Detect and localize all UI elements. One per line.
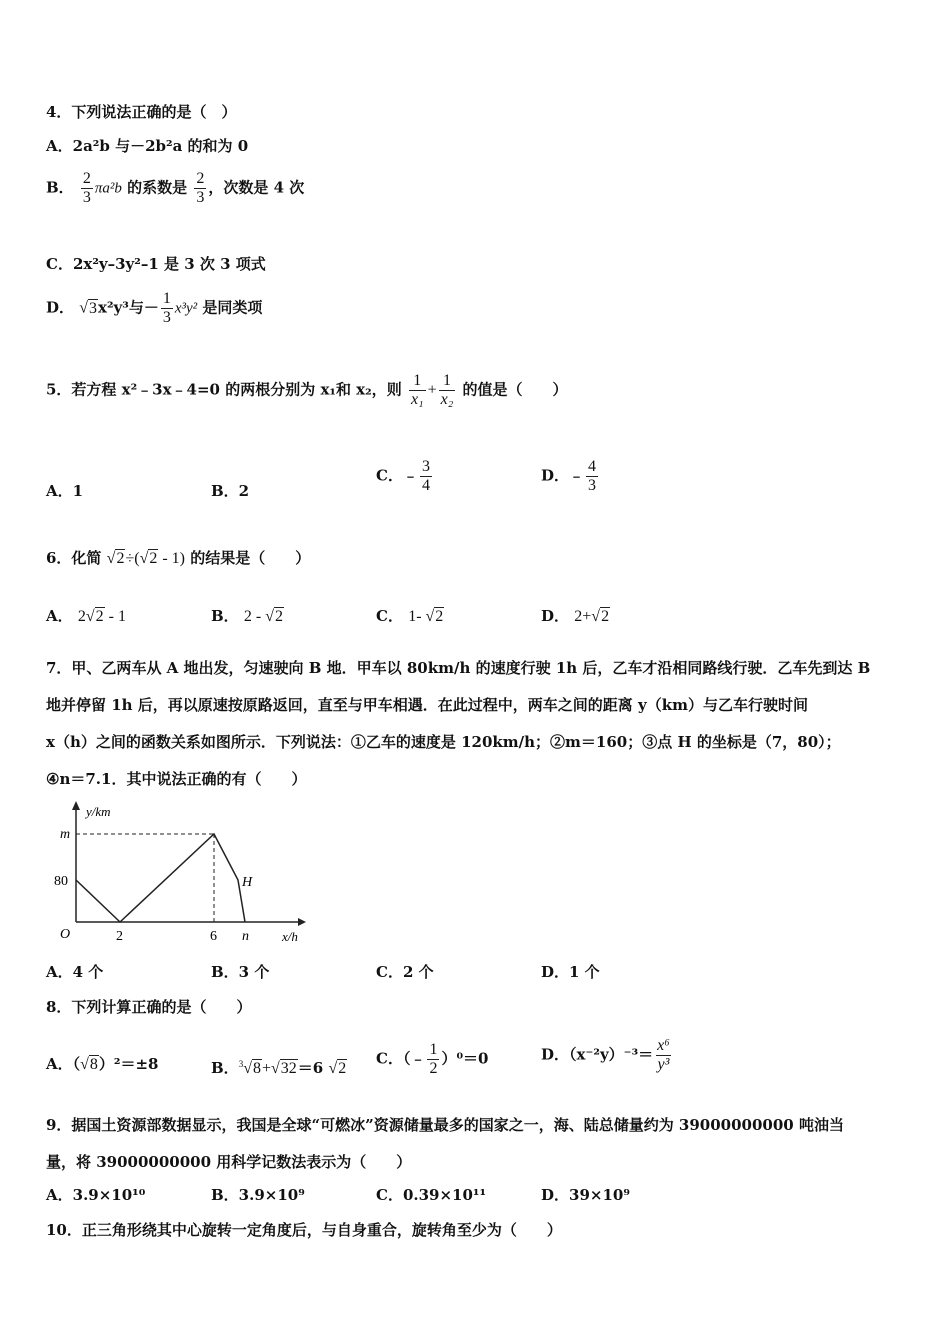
x-axis-label: x/h [282, 929, 298, 944]
q4-b-coef-den: 3 [196, 189, 205, 206]
q9-option-a: A．3.9×10¹⁰ [46, 1186, 146, 1204]
q5-c-den: 4 [421, 477, 430, 494]
q4-option-b [46, 170, 304, 207]
q5-f1-num: 1 [413, 372, 422, 389]
q8-option-b [211, 1053, 347, 1080]
q6-expr-rad2: 2 [149, 550, 158, 567]
q9-line-1: 9．据国土资源部数据显示，我国是全球“可燃冰”资源储量最多的国家之一，海、陆总储量约为 39000000000 吨油当 [46, 1116, 844, 1134]
q6-expr-sqrt2: √2 [139, 550, 158, 567]
q10-stem: 10．正三角形绕其中心旋转一定角度后，与自身重合，旋转角至少为（ ） [46, 1221, 562, 1239]
q6-expr-sqrt1: √2 [106, 550, 125, 567]
q7-line-3: x（h）之间的函数关系如图所示．下列说法：①乙车的速度是 120km/h；②m＝160；③点 H 的坐标是（7，80）； [46, 733, 841, 751]
q6-option-c [376, 605, 444, 628]
q4-b-frac-den: 3 [82, 189, 91, 206]
q8-c-num: 1 [429, 1041, 438, 1058]
q8-b-rad3: 2 [338, 1060, 347, 1077]
q8-d-fraction [655, 1037, 672, 1074]
q5-f2-den: x₂ [440, 391, 454, 408]
q6-expr-end: - 1) [158, 550, 185, 567]
q6-d-pre: 2+ [574, 608, 592, 625]
q6-option-d [541, 605, 610, 628]
q6-a-rad: 2 [95, 608, 104, 625]
q8-option-c [376, 1041, 488, 1078]
q8-b-rad2: 32 [280, 1060, 297, 1077]
q4-d-sqrt: √3 [79, 299, 98, 317]
q8-a-rad: 8 [89, 1056, 98, 1073]
n-label: n [242, 929, 249, 944]
q7-option-a: A．4 个 [46, 963, 104, 981]
q4-stem: 4．下列说法正确的是（ ） [46, 103, 237, 121]
q4-d-fraction [161, 290, 173, 327]
q5-stem-post: 的值是（ ） [462, 380, 568, 399]
q5-f1-den: x₁ [410, 391, 424, 408]
eighty-label: 80 [54, 874, 68, 889]
q5-option-d [541, 458, 600, 495]
q7-line-1: 7．甲、乙两车从 A 地出发，匀速驶向 B 地．甲车以 80km/h 的速度行驶 1h 后，乙车才沿相同路线行驶．乙车先到达 B [46, 659, 871, 677]
q4-d-radicand: 3 [89, 299, 98, 317]
q9-option-b: B．3.9×10⁹ [211, 1186, 305, 1204]
q6-a-post: - 1 [104, 608, 126, 625]
q6-stem-post: 的结果是（ ） [190, 549, 311, 567]
q8-b-sqrt1: √8 [243, 1060, 261, 1077]
q4-b-coef-fraction [194, 170, 206, 207]
q7-option-d: D．1 个 [541, 963, 600, 981]
q4-option-c: C．2x²y–3y²–1 是 3 次 3 项式 [46, 255, 266, 273]
q5-option-a: A．1 [46, 482, 84, 500]
q4-b-end: ，次数是 4 次 [208, 178, 305, 197]
q4-d-expression: x³y² [174, 300, 198, 317]
q8-c-fraction [427, 1041, 439, 1078]
y-axis-label: y/km [86, 804, 111, 819]
q6-d-label: D． [541, 607, 570, 625]
q5-c-label: C．﹣ [376, 466, 418, 485]
q6-a-pre: 2 [77, 608, 86, 625]
q4-option-b-label: B． [46, 178, 74, 197]
q5-fraction-1 [409, 372, 426, 409]
q6-a-label: A． [46, 607, 73, 625]
q6-expr-mid: ÷( [125, 550, 140, 567]
q4-b-mid: 的系数是 [127, 178, 188, 197]
q4-option-d-label: D． [46, 298, 75, 317]
q4-d-mid: x²y³与－ [98, 298, 159, 317]
q8-b-sqrt2: √32 [271, 1060, 297, 1077]
q6-c-rad: 2 [435, 608, 444, 625]
q6-expr-rad1: 2 [116, 550, 125, 567]
q8-option-d [541, 1037, 674, 1074]
q5-stem-pre: 5．若方程 x²﹣3x﹣4=0 的两根分别为 x₁和 x₂，则 [46, 380, 402, 399]
q5-stem [46, 372, 568, 409]
two-label: 2 [116, 929, 123, 944]
q6-b-sqrt: √2 [265, 608, 284, 625]
q8-b-sqrt3: √2 [328, 1060, 347, 1077]
q5-fraction-2 [439, 372, 456, 409]
six-label: 6 [210, 929, 217, 944]
q5-option-c [376, 458, 434, 495]
q6-stem-pre: 6．化简 [46, 549, 102, 567]
q5-d-label: D．﹣ [541, 466, 585, 485]
q8-b-plus: + [261, 1060, 271, 1077]
q8-a-post: ）²＝±8 [98, 1055, 159, 1073]
q4-b-fraction [81, 170, 93, 207]
q6-option-a [46, 605, 126, 628]
x-axis-arrow [298, 918, 306, 926]
q8-b-cube-index: 3 [238, 1059, 244, 1069]
m-label: m [60, 827, 71, 842]
q8-b-pre: B． [211, 1059, 239, 1077]
q6-b-pre: 2 - [243, 608, 266, 625]
distance-graph-line [76, 834, 245, 922]
q4-b-frac-num: 2 [82, 170, 91, 187]
q4-d-frac-num: 1 [162, 290, 171, 307]
q5-c-fraction [420, 458, 432, 495]
q8-stem: 8．下列计算正确的是（ ） [46, 998, 252, 1016]
q5-d-den: 3 [588, 477, 597, 494]
q8-b-rad1: 8 [252, 1060, 261, 1077]
q8-a-pre: A．（ [46, 1055, 81, 1073]
q4-d-end: 是同类项 [202, 298, 263, 317]
q8-option-a [46, 1053, 159, 1076]
q6-a-sqrt: √2 [85, 608, 104, 625]
q4-option-d [46, 290, 262, 327]
q7-line-2: 地并停留 1h 后，再以原速按原路返回，直至与甲车相遇．在此过程中，两车之间的距离 y（km）与乙车行驶时间 [46, 696, 808, 714]
q6-c-pre: 1- [408, 608, 426, 625]
q8-d-den: y³ [657, 1056, 670, 1073]
q6-d-sqrt: √2 [591, 608, 610, 625]
q6-stem [46, 547, 310, 570]
q8-d-pre: D．（x⁻²y）⁻³＝ [541, 1045, 654, 1064]
q8-c-den: 2 [429, 1060, 438, 1077]
q7-graph [46, 798, 308, 948]
origin-label: O [60, 927, 71, 942]
y-axis-arrow [72, 801, 80, 810]
q8-d-num: x⁶ [657, 1037, 670, 1054]
q9-line-2: 量，将 39000000000 用科学记数法表示为（ ） [46, 1153, 412, 1171]
q6-b-rad: 2 [275, 608, 284, 625]
q7-option-c: C．2 个 [376, 963, 434, 981]
q8-b-eq: ＝6 [297, 1059, 324, 1077]
q9-option-d: D．39×10⁹ [541, 1186, 630, 1204]
q8-c-pre: C．（﹣ [376, 1049, 426, 1068]
q5-d-fraction [586, 458, 598, 495]
q6-option-b [211, 605, 284, 628]
q5-f2-num: 1 [442, 372, 451, 389]
q6-c-label: C． [376, 607, 403, 625]
q5-d-num: 4 [588, 458, 597, 475]
q9-option-c: C．0.39×10¹¹ [376, 1186, 487, 1204]
q5-plus: + [427, 381, 437, 399]
q8-a-sqrt: √8 [80, 1056, 98, 1073]
h-label: H [242, 875, 253, 890]
q5-c-num: 3 [421, 458, 430, 475]
q4-b-expression: πa²b [94, 180, 122, 197]
q6-d-rad: 2 [601, 608, 610, 625]
q4-b-coef-num: 2 [196, 170, 205, 187]
q4-d-frac-den: 3 [162, 309, 171, 326]
q6-c-sqrt: √2 [425, 608, 444, 625]
q8-c-post: ）⁰＝0 [441, 1049, 489, 1068]
q7-option-b: B．3 个 [211, 963, 270, 981]
q5-option-b: B．2 [211, 482, 250, 500]
q4-option-a: A．2a²b 与－2b²a 的和为 0 [46, 137, 249, 155]
q7-line-4: ④n＝7.1．其中说法正确的有（ ） [46, 770, 307, 788]
q6-b-label: B． [211, 607, 239, 625]
